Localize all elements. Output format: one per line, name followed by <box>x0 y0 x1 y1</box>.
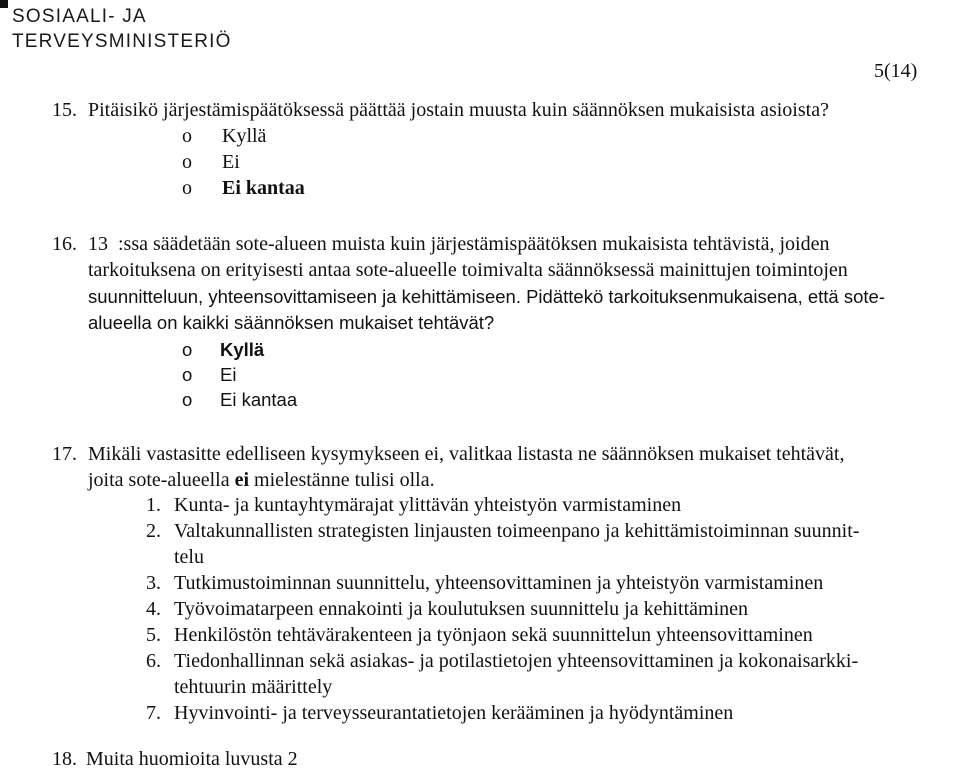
ministry-logo <box>0 0 232 60</box>
q17-item-text[interactable]: Henkilöstön tehtävärakenteen ja työnjaon sekä suunnittelun yhteensovittaminen <box>174 624 813 646</box>
q16-line1-a: 13 <box>88 233 108 255</box>
q16-option-bullet[interactable]: o <box>182 364 193 385</box>
q15-option-bullet[interactable]: o <box>182 177 192 199</box>
q18-number: 18. <box>52 748 77 770</box>
q15-text: Pitäisikö järjestämispäätöksessä päättää jostain muusta kuin säännöksen mukaisista asioista? <box>88 99 829 121</box>
logo-line-2: TERVEYSMINISTERIÖ <box>12 31 232 52</box>
q15-number: 15. <box>52 99 77 121</box>
q16-option-kylla: Kyllä <box>220 339 265 360</box>
q16-option-ei: Ei <box>220 364 237 385</box>
logo-line-1: SOSIAALI- JA <box>12 6 147 27</box>
q17-item-number: 4. <box>146 598 161 620</box>
q16-number: 16. <box>52 233 77 255</box>
q15-option-bullet[interactable]: o <box>182 125 192 147</box>
q15-option-kylla: Kyllä <box>222 125 267 147</box>
q17-item-text[interactable]: Hyvinvointi- ja terveysseurantatietojen kerääminen ja hyödyntäminen <box>174 702 734 724</box>
q15-option-bullet[interactable]: o <box>182 151 192 173</box>
q17-item-number: 7. <box>146 702 161 724</box>
q17-item-text[interactable]: Työvoimatarpeen ennakointi ja koulutuksen suunnittelu ja kehittäminen <box>174 598 749 620</box>
q17-item-text[interactable]: Tiedonhallinnan sekä asiakas- ja potilastietojen yhteensovittaminen ja kokonaisarkki- <box>174 650 859 672</box>
page-number: 5(14) <box>874 60 918 82</box>
q17-item-text[interactable]: Valtakunnallisten strategisten linjausten toimeenpano ja kehittämistoiminnan suunnit- <box>174 520 860 542</box>
q16-line4: alueella on kaikki säännöksen mukaiset tehtävät? <box>88 312 495 333</box>
q17-line2 <box>88 467 435 493</box>
q17-item-number: 1. <box>146 494 161 516</box>
q17-line2-a: joita sote-alueella <box>88 469 230 491</box>
q17-item-number: 2. <box>146 520 161 542</box>
q17-item-text[interactable]: Tutkimustoiminnan suunnittelu, yhteensovittaminen ja yhteistyön varmistaminen <box>174 572 824 594</box>
q16-line2: tarkoituksena on erityisesti antaa sote-alueelle toimivalta säännöksessä mainittujen toimintojen <box>88 259 848 281</box>
q16-option-bullet[interactable]: o <box>182 339 193 360</box>
q17-item-text[interactable]: Kunta- ja kuntayhtymärajat ylittävän yhteistyön varmistaminen <box>174 494 682 516</box>
q17-item-text-cont[interactable]: telu <box>174 546 204 568</box>
q15-option-ei-kantaa: Ei kantaa <box>222 177 305 199</box>
q16-option-ei-kantaa: Ei kantaa <box>220 389 298 410</box>
q17-number: 17. <box>52 443 77 465</box>
q16-line1-b: :ssa säädetään sote-alueen muista kuin järjestämispäätöksen mukaisista tehtävistä, joiden <box>118 233 830 255</box>
q17-item-number: 5. <box>146 624 161 646</box>
q16-line3: suunnitteluun, yhteensovittamiseen ja kehittämiseen. Pidättekö tarkoituksenmukaisena, että sote- <box>88 286 885 307</box>
logo-square-icon <box>0 0 8 8</box>
q17-line1: Mikäli vastasitte edelliseen kysymykseen ei, valitkaa listasta ne säännöksen mukaiset tehtävät, <box>88 443 845 465</box>
q17-item-number: 6. <box>146 650 161 672</box>
q17-item-number: 3. <box>146 572 161 594</box>
q16-option-bullet[interactable]: o <box>182 389 193 410</box>
q17-item-text-cont[interactable]: tehtuurin määrittely <box>174 676 333 698</box>
q17-line2-c: mielestänne tulisi olla. <box>254 469 435 491</box>
q17-line2-emphasis: ei <box>234 469 250 491</box>
q18-text: Muita huomioita luvusta 2 <box>86 748 298 770</box>
q15-option-ei: Ei <box>222 151 240 173</box>
